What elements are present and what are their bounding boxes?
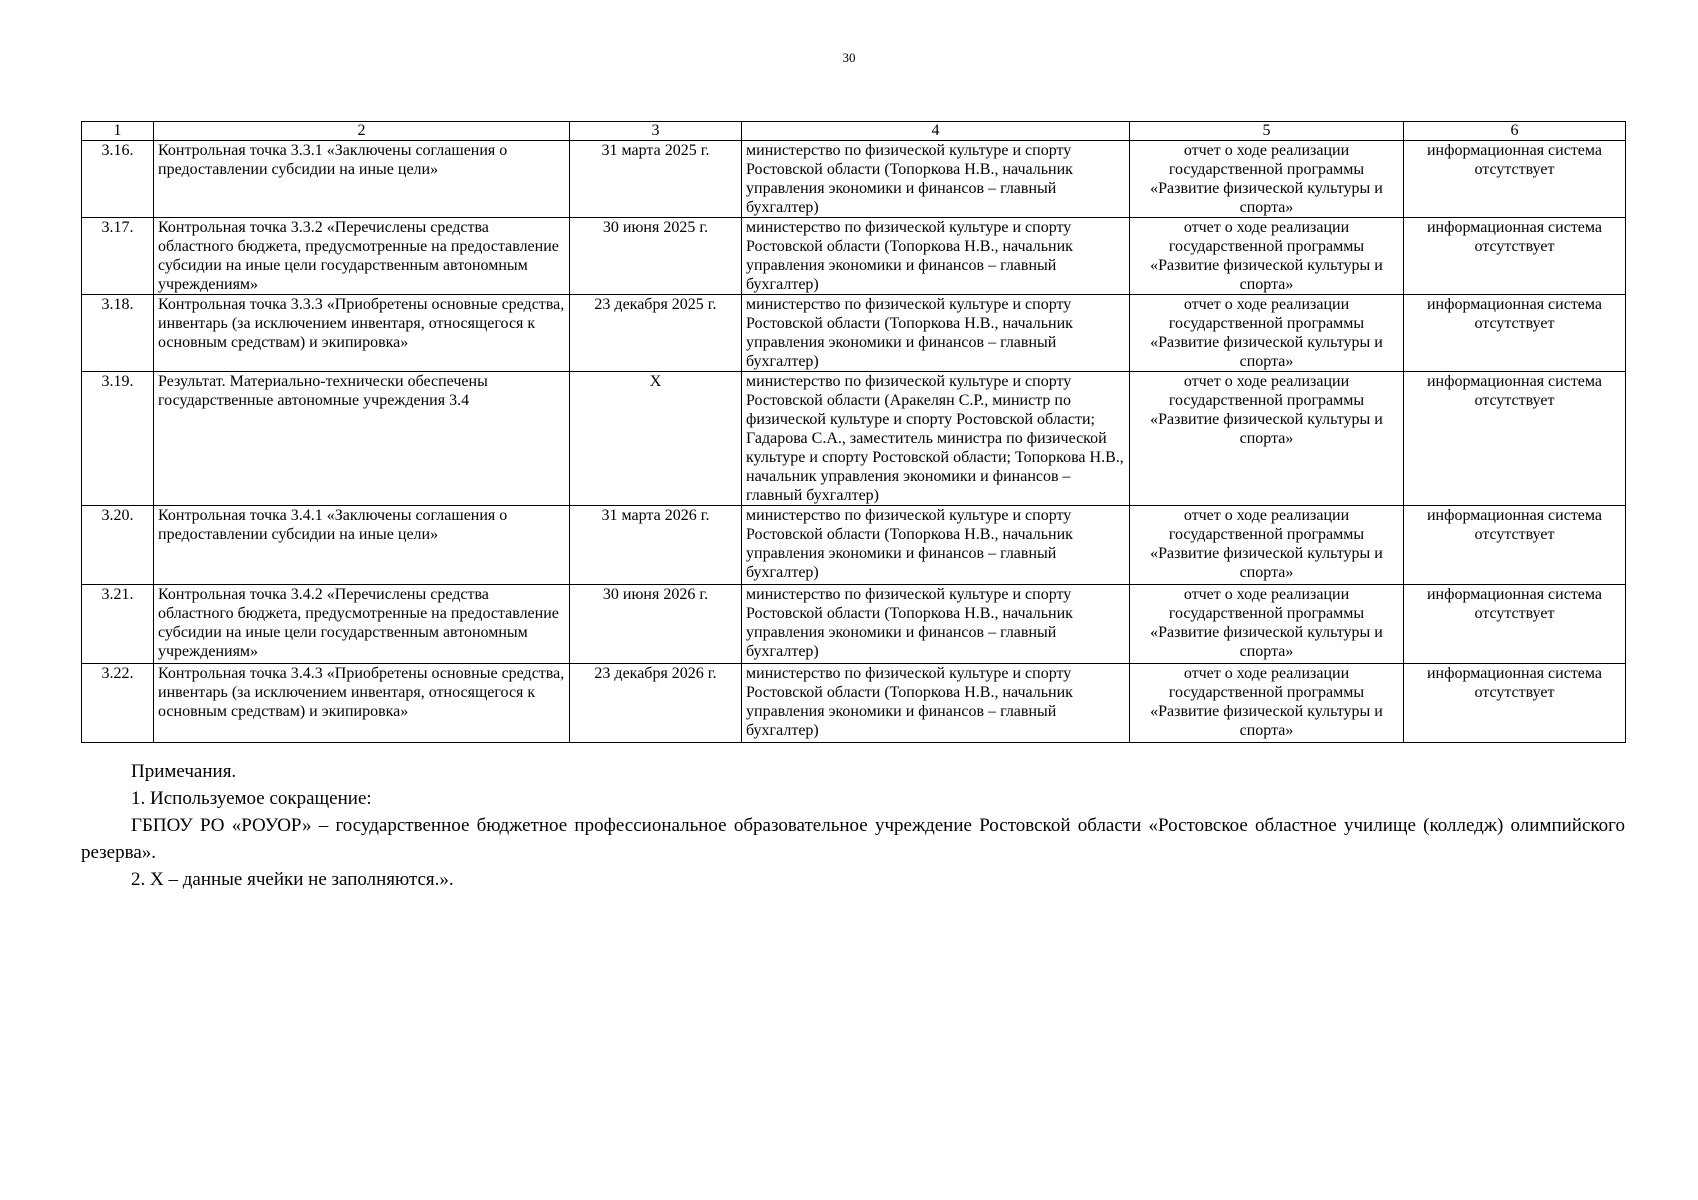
table-row <box>82 585 1626 664</box>
responsible-cell: министерство по физической культуре и спорту Ростовской области (Топоркова Н.В., начальник управления экономики и финансов – главный бухгалтер) <box>742 218 1130 295</box>
responsible-cell: министерство по физической культуре и спорту Ростовской области (Топоркова Н.В., начальник управления экономики и финансов – главный бухгалтер) <box>742 664 1130 743</box>
date-cell: Х <box>570 372 742 506</box>
table-row <box>82 141 1626 218</box>
responsible-cell: министерство по физической культуре и спорту Ростовской области (Топоркова Н.В., начальник управления экономики и финансов – главный бухгалтер) <box>742 506 1130 585</box>
column-header-3: 3 <box>570 122 742 141</box>
row-number-cell: 3.20. <box>82 506 154 585</box>
information-system-cell: информационная система отсутствует <box>1404 218 1626 295</box>
note-item-abbreviation-intro: 1. Используемое сокращение: <box>131 788 372 809</box>
date-cell: 30 июня 2025 г. <box>570 218 742 295</box>
notes-section <box>81 758 1625 893</box>
column-header-6: 6 <box>1404 122 1626 141</box>
column-header-1: 1 <box>82 122 154 141</box>
note-abbreviation-definition: ГБПОУ РО «РОУОР» – государственное бюджетное профессиональное образовательное учреждение Ростовской области «Ростовское областное училище (колледж) олимпийского резерва». <box>81 815 1625 863</box>
responsible-cell: министерство по физической культуре и спорту Ростовской области (Топоркова Н.В., начальник управления экономики и финансов – главный бухгалтер) <box>742 141 1130 218</box>
responsible-cell: министерство по физической культуре и спорту Ростовской области (Топоркова Н.В., начальник управления экономики и финансов – главный бухгалтер) <box>742 585 1130 664</box>
note-item-empty-cells: 2. Х – данные ячейки не заполняются.». <box>131 869 454 890</box>
row-number-cell: 3.17. <box>82 218 154 295</box>
table-header-row <box>82 122 1626 141</box>
date-cell: 31 марта 2026 г. <box>570 506 742 585</box>
event-cell: Контрольная точка 3.4.3 «Приобретены основные средства, инвентарь (за исключением инвентаря, относящегося к основным средствам) и экипировка» <box>154 664 570 743</box>
table-row <box>82 664 1626 743</box>
row-number-cell: 3.22. <box>82 664 154 743</box>
document-cell: отчет о ходе реализации государственной программы «Развитие физической культуры и спорта» <box>1130 664 1404 743</box>
table-row <box>82 372 1626 506</box>
page-number: 30 <box>842 50 856 65</box>
event-cell: Контрольная точка 3.4.2 «Перечислены средства областного бюджета, предусмотренные на предоставление субсидии на иные цели государственным автономным учреждениям» <box>154 585 570 664</box>
event-cell: Контрольная точка 3.3.2 «Перечислены средства областного бюджета, предусмотренные на предоставление субсидии на иные цели государственным автономным учреждениям» <box>154 218 570 295</box>
column-header-2: 2 <box>154 122 570 141</box>
event-cell: Контрольная точка 3.3.1 «Заключены соглашения о предоставлении субсидии на иные цели» <box>154 141 570 218</box>
implementation-plan-table <box>81 121 1626 743</box>
date-cell: 30 июня 2026 г. <box>570 585 742 664</box>
table-row <box>82 218 1626 295</box>
date-cell: 23 декабря 2026 г. <box>570 664 742 743</box>
event-cell: Контрольная точка 3.3.3 «Приобретены основные средства, инвентарь (за исключением инвентаря, относящегося к основным средствам) и экипировка» <box>154 295 570 372</box>
information-system-cell: информационная система отсутствует <box>1404 141 1626 218</box>
responsible-cell: министерство по физической культуре и спорту Ростовской области (Аракелян С.Р., министр по физической культуре и спорту Ростовской области; Гадарова С.А., заместитель министра по физической культуре и спорту Ростовской области; Топоркова Н.В., начальник управления экономики и финансов – главный бухгалтер) <box>742 372 1130 506</box>
column-header-4: 4 <box>742 122 1130 141</box>
document-cell: отчет о ходе реализации государственной программы «Развитие физической культуры и спорта» <box>1130 141 1404 218</box>
date-cell: 23 декабря 2025 г. <box>570 295 742 372</box>
information-system-cell: информационная система отсутствует <box>1404 664 1626 743</box>
column-header-5: 5 <box>1130 122 1404 141</box>
information-system-cell: информационная система отсутствует <box>1404 295 1626 372</box>
document-cell: отчет о ходе реализации государственной программы «Развитие физической культуры и спорта» <box>1130 585 1404 664</box>
notes-heading: Примечания. <box>131 761 237 782</box>
responsible-cell: министерство по физической культуре и спорту Ростовской области (Топоркова Н.В., начальник управления экономики и финансов – главный бухгалтер) <box>742 295 1130 372</box>
table-row <box>82 506 1626 585</box>
information-system-cell: информационная система отсутствует <box>1404 585 1626 664</box>
document-cell: отчет о ходе реализации государственной программы «Развитие физической культуры и спорта» <box>1130 372 1404 506</box>
information-system-cell: информационная система отсутствует <box>1404 372 1626 506</box>
row-number-cell: 3.19. <box>82 372 154 506</box>
document-cell: отчет о ходе реализации государственной программы «Развитие физической культуры и спорта» <box>1130 506 1404 585</box>
row-number-cell: 3.21. <box>82 585 154 664</box>
date-cell: 31 марта 2025 г. <box>570 141 742 218</box>
document-cell: отчет о ходе реализации государственной программы «Развитие физической культуры и спорта» <box>1130 295 1404 372</box>
table-row <box>82 295 1626 372</box>
information-system-cell: информационная система отсутствует <box>1404 506 1626 585</box>
event-cell: Контрольная точка 3.4.1 «Заключены соглашения о предоставлении субсидии на иные цели» <box>154 506 570 585</box>
row-number-cell: 3.18. <box>82 295 154 372</box>
document-cell: отчет о ходе реализации государственной программы «Развитие физической культуры и спорта» <box>1130 218 1404 295</box>
row-number-cell: 3.16. <box>82 141 154 218</box>
event-cell: Результат. Материально-технически обеспечены государственные автономные учреждения 3.4 <box>154 372 570 506</box>
